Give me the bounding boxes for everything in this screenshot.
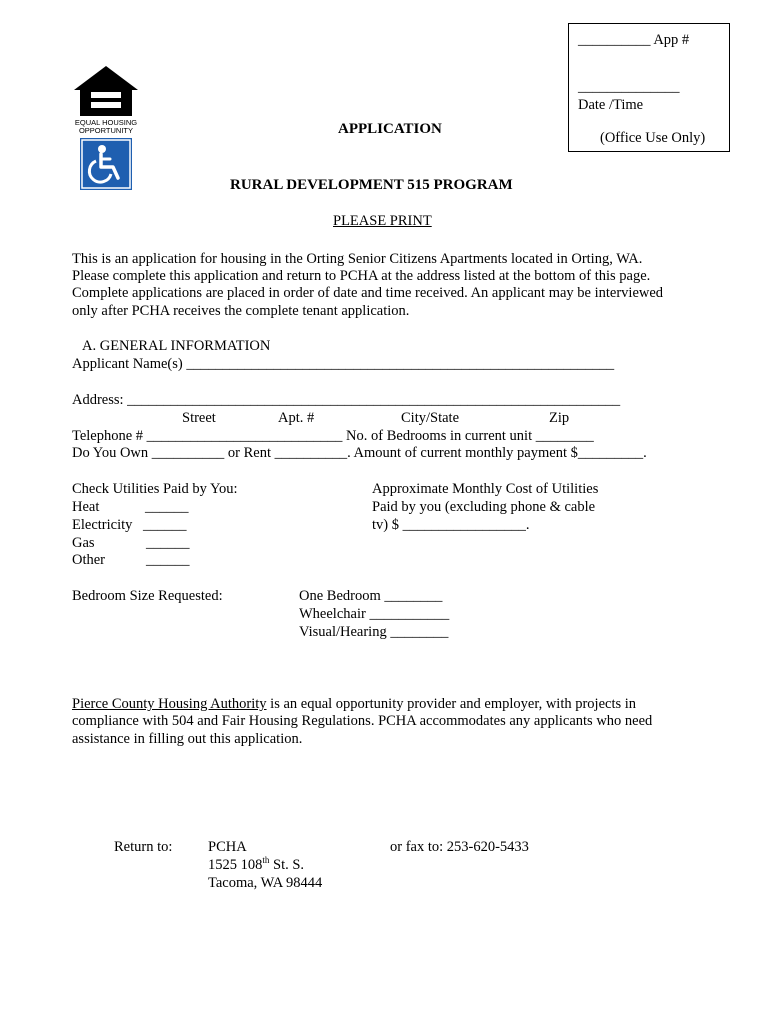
- page-title: APPLICATION: [338, 121, 442, 137]
- fax-number: or fax to: 253-620-5433: [390, 839, 529, 855]
- utility-cost-line-2: Paid by you (excluding phone & cable: [372, 499, 596, 515]
- utility-gas-blank[interactable]: ______: [146, 535, 190, 551]
- bedroom-wheelchair-field[interactable]: Wheelchair ___________: [299, 606, 450, 622]
- address-zip-label: Zip: [549, 410, 570, 426]
- utilities-heading: Check Utilities Paid by You:: [72, 481, 238, 497]
- notice-line-3: assistance in filling out this application.: [72, 731, 303, 747]
- return-city: Tacoma, WA 98444: [208, 875, 323, 891]
- applicant-name-field[interactable]: Applicant Name(s) ___________________________________________________________: [72, 356, 615, 372]
- utility-heat-label: Heat: [72, 499, 100, 515]
- eho-text-top: EQUAL HOUSING: [74, 118, 138, 127]
- app-number-field[interactable]: __________ App #: [578, 32, 690, 48]
- intro-line-1: This is an application for housing in the Orting Senior Citizens Apartments located in Orting, WA.: [72, 251, 643, 267]
- address-apt-label: Apt. #: [278, 410, 315, 426]
- bedroom-size-label: Bedroom Size Requested:: [72, 588, 223, 604]
- notice-org-name: Pierce County Housing Authority: [72, 696, 267, 712]
- address-street-label: Street: [182, 410, 216, 426]
- return-street: [208, 856, 304, 874]
- return-street-rest: St. S.: [269, 857, 305, 873]
- utility-electricity-label: Electricity: [72, 517, 133, 533]
- utility-other-label: Other: [72, 552, 106, 568]
- program-title: RURAL DEVELOPMENT 515 PROGRAM: [230, 177, 513, 193]
- return-street-suffix: th: [262, 855, 270, 866]
- utility-heat-blank[interactable]: ______: [145, 499, 189, 515]
- utility-gas-label: Gas: [72, 535, 95, 551]
- bedroom-visual-hearing-field[interactable]: Visual/Hearing ________: [299, 624, 449, 640]
- notice-line-1-text: is an equal opportunity provider and employer, with projects in: [266, 696, 637, 712]
- equal-housing-opportunity-icon: [72, 64, 140, 136]
- date-time-label: Date /Time: [578, 97, 644, 113]
- utility-cost-field[interactable]: tv) $ _________________.: [372, 517, 530, 533]
- notice-line-2: compliance with 504 and Fair Housing Regulations. PCHA accommodates any applicants who need: [72, 713, 653, 729]
- telephone-field[interactable]: Telephone # ___________________________ No. of Bedrooms in current unit ________: [72, 428, 594, 444]
- wheelchair-accessibility-icon: [80, 138, 132, 190]
- utility-other-blank[interactable]: ______: [146, 552, 190, 568]
- intro-line-4: only after PCHA receives the complete tenant application.: [72, 303, 410, 319]
- eho-text-bottom: OPPORTUNITY: [78, 126, 134, 135]
- utility-electricity-blank[interactable]: ______: [143, 517, 187, 533]
- utility-cost-line-1: Approximate Monthly Cost of Utilities: [372, 481, 599, 497]
- address-city-label: City/State: [401, 410, 459, 426]
- office-use-label: (Office Use Only): [600, 130, 706, 146]
- own-rent-field[interactable]: Do You Own __________ or Rent __________. Amount of current monthly payment $_________.: [72, 445, 647, 461]
- notice-line-1: [72, 695, 636, 713]
- date-time-blank[interactable]: ______________: [578, 79, 680, 95]
- return-street-number: 1525 108: [208, 857, 263, 873]
- intro-line-2: Please complete this application and return to PCHA at the address listed at the bottom of this page.: [72, 268, 651, 284]
- please-print-label: PLEASE PRINT: [333, 213, 432, 229]
- return-to-label: Return to:: [114, 839, 173, 855]
- bedroom-one-bedroom-field[interactable]: One Bedroom ________: [299, 588, 443, 604]
- address-field[interactable]: Address: ____________________________________________________________________: [72, 392, 621, 408]
- intro-line-3: Complete applications are placed in order of date and time received. An applicant may be interviewed: [72, 285, 664, 301]
- section-a-heading: A. GENERAL INFORMATION: [82, 338, 271, 354]
- return-org: PCHA: [208, 839, 247, 855]
